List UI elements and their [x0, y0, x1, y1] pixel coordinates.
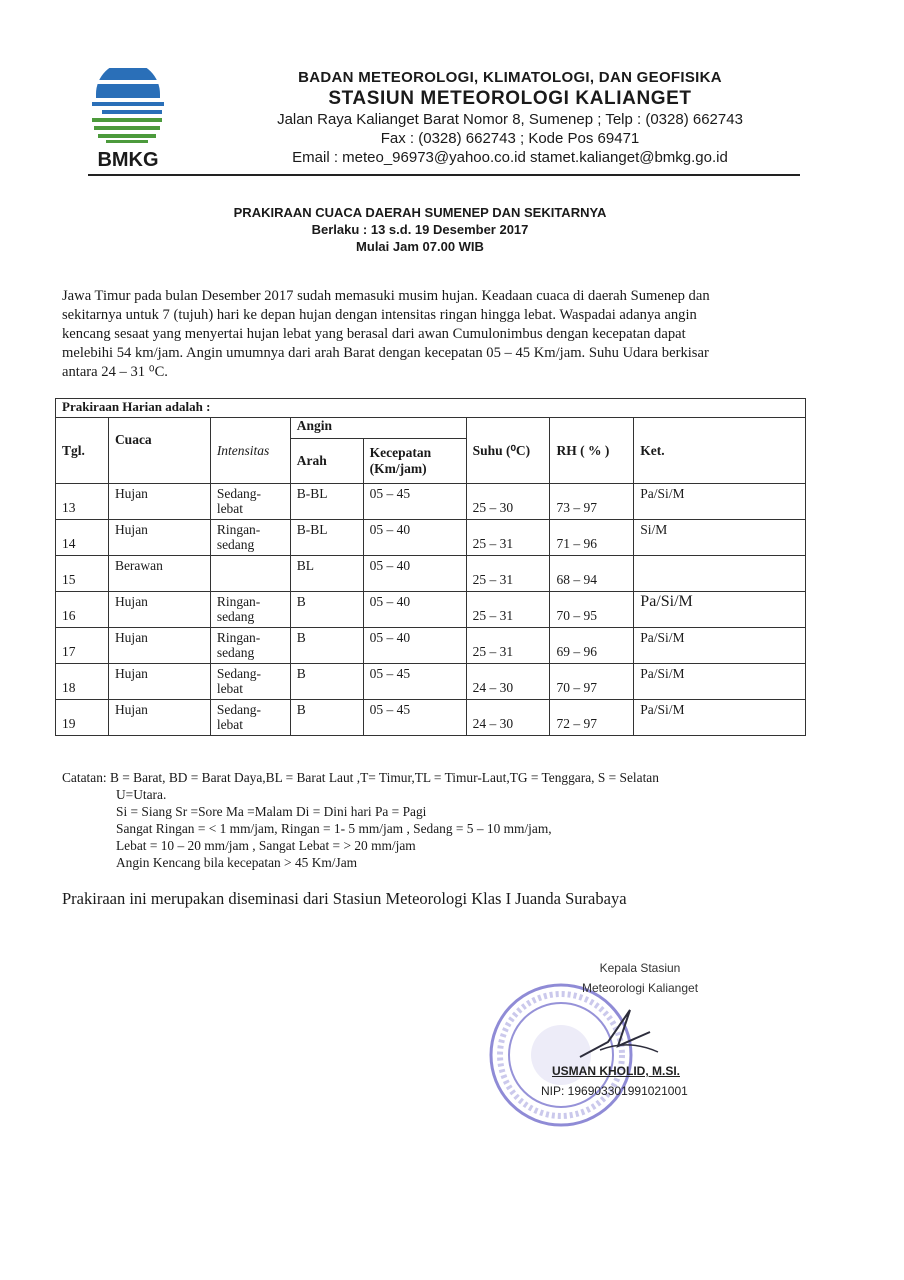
notes-line: Lebat = 10 – 20 mm/jam , Sangat Lebat = > 20 mm/jam — [116, 838, 416, 853]
table-row — [56, 520, 806, 556]
cell-intensitas — [210, 664, 290, 700]
intro-line: sekitarnya untuk 7 (tujuh) hari ke depan hujan dengan intensitas ringan hingga lebat. Waspadai adanya angin — [62, 307, 697, 323]
table-caption: Prakiraan Harian adalah : — [56, 399, 806, 418]
rh-value: 70 – 97 — [556, 680, 597, 695]
table-row — [56, 664, 806, 700]
cell-arah — [290, 628, 363, 664]
intensitas-text — [217, 700, 284, 732]
cuaca-value: Hujan — [114, 666, 148, 681]
kec-value: 05 – 40 — [369, 522, 411, 537]
intensitas-line1: Sedang- — [216, 486, 262, 501]
intensitas-line1: Sedang- — [216, 666, 262, 681]
cell-rh — [550, 556, 634, 592]
arah-value: B-BL — [296, 486, 328, 501]
tgl-value: 19 — [62, 716, 76, 731]
arah-value: B — [296, 702, 306, 717]
tgl-value: 14 — [62, 536, 76, 551]
station-name: STASIUN METEOROLOGI KALIANGET — [328, 88, 692, 109]
rh-value: 72 – 97 — [556, 716, 597, 731]
ket-value: Si/M — [640, 522, 668, 537]
cell-rh — [550, 484, 634, 520]
cell-ket — [634, 520, 806, 556]
suhu-value: 25 – 30 — [472, 500, 514, 515]
rh-value: 73 – 97 — [556, 500, 597, 515]
forecast-table — [55, 398, 806, 736]
cuaca-value: Hujan — [114, 522, 148, 537]
kec-value: 05 – 45 — [369, 486, 411, 501]
intensitas-line2: sedang — [216, 645, 255, 660]
cell-rh — [550, 664, 634, 700]
cell-ket — [634, 664, 806, 700]
cell-intensitas — [210, 592, 290, 628]
intensitas-line2: lebat — [216, 681, 244, 696]
cuaca-value: Hujan — [114, 594, 148, 609]
header-cuaca: Cuaca — [108, 418, 210, 484]
cell-cuaca — [108, 484, 210, 520]
ket-value: Pa/Si/M — [640, 486, 685, 501]
handwritten-signature — [560, 1002, 670, 1072]
cell-suhu — [466, 592, 550, 628]
cell-cuaca — [108, 700, 210, 736]
table-row — [56, 628, 806, 664]
arah-value: B — [296, 630, 306, 645]
kec-value: 05 – 40 — [369, 558, 411, 573]
cell-kec — [363, 556, 466, 592]
intro-line: antara 24 – 31 ⁰C. — [62, 364, 168, 380]
ket-value: Pa/Si/M — [640, 702, 685, 717]
suhu-value: 25 – 31 — [472, 572, 514, 587]
signature-title-line1: Kepala Stasiun — [599, 961, 681, 975]
intensitas-line1: Ringan- — [216, 630, 261, 645]
table-row — [56, 484, 806, 520]
cell-suhu — [466, 520, 550, 556]
cell-kec — [363, 628, 466, 664]
cell-suhu — [466, 700, 550, 736]
dissemination-note: Prakiraan ini merupakan diseminasi dari Stasiun Meteorologi Klas I Juanda Surabaya — [62, 889, 627, 908]
cell-cuaca — [108, 592, 210, 628]
notes-line: Catatan: B = Barat, BD = Barat Daya,BL = Barat Laut ,T= Timur,TL = Timur-Laut,TG = Tenggara, S = Selatan — [62, 770, 659, 785]
cell-ket — [634, 592, 806, 628]
rh-value: 70 – 95 — [556, 608, 597, 623]
intensitas-line2: lebat — [216, 501, 244, 516]
intro-line: kencang sesaat yang menyertai hujan lebat yang berasal dari awan Cumulonimbus dengan kecepatan dapat — [62, 326, 686, 342]
intro-line: melebihi 54 km/jam. Angin umumnya dari arah Barat dengan kecepatan 05 – 45 Km/jam. Suhu Udara berkisar — [62, 345, 709, 361]
ket-value: Pa/Si/M — [640, 666, 685, 681]
suhu-value: 25 – 31 — [472, 536, 514, 551]
arah-value: B — [296, 666, 306, 681]
tgl-value: 16 — [62, 608, 76, 623]
cell-suhu — [466, 484, 550, 520]
signatory-name: USMAN KHOLID, M.SI. — [552, 1064, 680, 1078]
signature-title — [540, 958, 740, 998]
cell-kec — [363, 664, 466, 700]
intensitas-text — [217, 664, 284, 696]
header-angin: Angin — [290, 418, 466, 439]
intensitas-line1: Ringan- — [216, 522, 261, 537]
header-suhu: Suhu (⁰C) — [466, 418, 550, 484]
cell-tgl — [56, 664, 109, 700]
table-row — [56, 592, 806, 628]
rh-value: 69 – 96 — [556, 644, 597, 659]
rh-value: 71 – 96 — [556, 536, 597, 551]
cell-kec — [363, 700, 466, 736]
cell-tgl — [56, 592, 109, 628]
cell-intensitas — [210, 520, 290, 556]
kec-value: 05 – 45 — [369, 666, 411, 681]
cell-ket — [634, 556, 806, 592]
tgl-value: 17 — [62, 644, 76, 659]
intensitas-text — [217, 484, 284, 516]
cuaca-value: Berawan — [114, 558, 163, 573]
tgl-value: 15 — [62, 572, 76, 587]
cell-intensitas — [210, 700, 290, 736]
cell-tgl — [56, 556, 109, 592]
document-titles — [100, 204, 740, 255]
cell-rh — [550, 592, 634, 628]
intensitas-text — [217, 556, 284, 573]
intensitas-line1: Sedang- — [216, 702, 262, 717]
cell-ket — [634, 484, 806, 520]
arah-value: B-BL — [296, 522, 328, 537]
org-name: BADAN METEOROLOGI, KLIMATOLOGI, DAN GEOFISIKA — [298, 69, 722, 86]
intensitas-line2: sedang — [216, 609, 255, 624]
notes-line: Si = Siang Sr =Sore Ma =Malam Di = Dini hari Pa = Pagi — [116, 804, 427, 819]
letterhead — [190, 68, 830, 167]
suhu-value: 24 – 30 — [472, 716, 514, 731]
cell-arah — [290, 700, 363, 736]
cell-intensitas — [210, 484, 290, 520]
address-line: Jalan Raya Kalianget Barat Nomor 8, Sumenep ; Telp : (0328) 662743 — [277, 111, 743, 128]
cell-kec — [363, 592, 466, 628]
cell-suhu — [466, 628, 550, 664]
cell-intensitas — [210, 628, 290, 664]
cell-cuaca — [108, 628, 210, 664]
arah-value: B — [296, 594, 306, 609]
cuaca-value: Hujan — [114, 630, 148, 645]
cell-arah — [290, 484, 363, 520]
suhu-value: 24 – 30 — [472, 680, 514, 695]
cell-intensitas — [210, 556, 290, 592]
header-ket: Ket. — [634, 418, 806, 484]
table-row — [56, 556, 806, 592]
signature-title-line2: Meteorologi Kalianget — [581, 981, 699, 995]
cell-cuaca — [108, 664, 210, 700]
cell-ket — [634, 700, 806, 736]
main-title: PRAKIRAAN CUACA DAERAH SUMENEP DAN SEKITARNYA — [233, 205, 607, 220]
intensitas-line2: lebat — [216, 717, 244, 732]
email-line: Email : meteo_96973@yahoo.co.id stamet.kalianget@bmkg.go.id — [292, 149, 728, 166]
start-time: Mulai Jam 07.00 WIB — [356, 239, 484, 254]
kec-value: 05 – 45 — [369, 702, 411, 717]
fax-line: Fax : (0328) 662743 ; Kode Pos 69471 — [380, 130, 640, 147]
intro-line: Jawa Timur pada bulan Desember 2017 sudah memasuki musim hujan. Keadaan cuaca di daerah Sumenep dan — [62, 288, 710, 304]
kec-value: 05 – 40 — [369, 594, 411, 609]
table-row — [56, 700, 806, 736]
suhu-value: 25 – 31 — [472, 644, 514, 659]
cell-tgl — [56, 520, 109, 556]
notes-line: U=Utara. — [116, 787, 167, 802]
kec-value: 05 – 40 — [369, 630, 411, 645]
header-tgl: Tgl. — [56, 418, 109, 484]
cell-kec — [363, 520, 466, 556]
cell-arah — [290, 520, 363, 556]
cell-rh — [550, 628, 634, 664]
cell-tgl — [56, 700, 109, 736]
logo-text: BMKG — [97, 149, 159, 170]
cell-suhu — [466, 556, 550, 592]
ket-value — [640, 556, 799, 558]
cell-suhu — [466, 664, 550, 700]
ket-value: Pa/Si/M — [640, 593, 693, 610]
header-kecepatan: Kecepatan (Km/jam) — [363, 439, 466, 484]
notes — [62, 769, 822, 871]
cell-arah — [290, 556, 363, 592]
valid-period: Berlaku : 13 s.d. 19 Desember 2017 — [311, 222, 529, 237]
header-rh: RH ( % ) — [550, 418, 634, 484]
tgl-value: 13 — [62, 500, 76, 515]
intensitas-line2: sedang — [216, 537, 255, 552]
cuaca-value: Hujan — [114, 702, 148, 717]
signatory-nip: NIP: 196903301991021001 — [541, 1084, 688, 1098]
cell-kec — [363, 484, 466, 520]
notes-line: Sangat Ringan = < 1 mm/jam, Ringan = 1- 5 mm/jam , Sedang = 5 – 10 mm/jam, — [116, 821, 552, 836]
suhu-value: 25 – 31 — [472, 608, 514, 623]
ket-value: Pa/Si/M — [640, 630, 685, 645]
arah-value: BL — [296, 558, 315, 573]
cell-tgl — [56, 628, 109, 664]
cell-cuaca — [108, 556, 210, 592]
cell-arah — [290, 664, 363, 700]
cell-arah — [290, 592, 363, 628]
cuaca-value: Hujan — [114, 486, 148, 501]
tgl-value: 18 — [62, 680, 76, 695]
intensitas-text — [217, 592, 284, 624]
intensitas-text — [217, 628, 284, 660]
header-arah: Arah — [290, 439, 363, 484]
header-divider — [88, 174, 800, 176]
intro-paragraph — [62, 287, 804, 382]
intensitas-line1: Ringan- — [216, 594, 261, 609]
header-intensitas: Intensitas — [210, 418, 290, 484]
notes-line: Angin Kencang bila kecepatan > 45 Km/Jam — [116, 855, 358, 870]
cell-cuaca — [108, 520, 210, 556]
cell-rh — [550, 520, 634, 556]
cell-ket — [634, 628, 806, 664]
cell-tgl — [56, 484, 109, 520]
rh-value: 68 – 94 — [556, 572, 597, 587]
cell-rh — [550, 700, 634, 736]
intensitas-text — [217, 520, 284, 552]
bmkg-logo — [88, 68, 168, 170]
